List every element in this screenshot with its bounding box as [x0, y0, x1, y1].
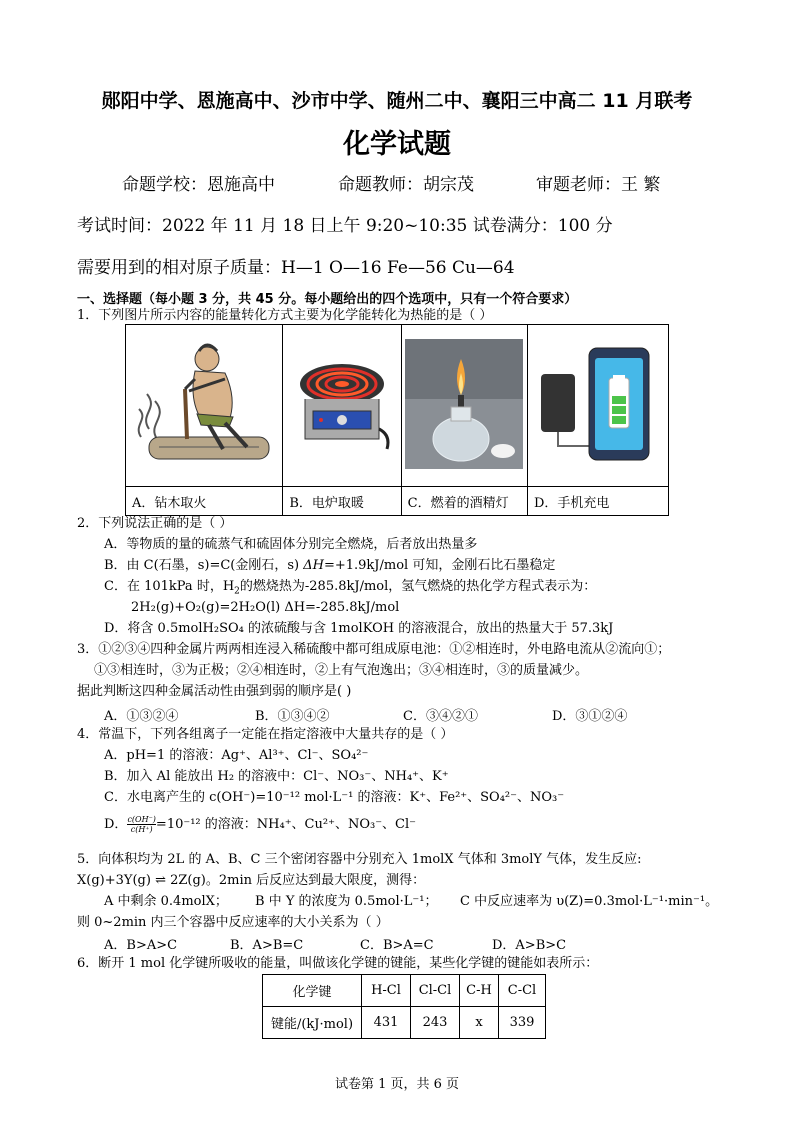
table-header-cell: H-Cl — [362, 975, 411, 1007]
q1-option-c: C．燃着的酒精灯 — [401, 487, 527, 516]
fraction: $\frac{c(OH^-)}{c(H^+)}$ — [127, 815, 156, 834]
q1-option-b: B．电炉取暖 — [283, 487, 401, 516]
q5-option-b: B．A>B=C — [230, 938, 304, 953]
q5-measure-c: C 中反应速率为 υ(Z)=0.3mol·L⁻¹·min⁻¹。 — [460, 894, 719, 909]
q4-option-b: B．加入 Al 能放出 H₂ 的溶液中：Cl⁻、NO₃⁻、NH₄⁺、K⁺ — [104, 769, 449, 784]
setter-school: 命题学校：恩施高中 — [122, 175, 275, 195]
exam-title: 郧阳中学、恩施高中、沙市中学、随州二中、襄阳三中高二 11 月联考 — [101, 90, 693, 112]
setter-teacher: 命题教师：胡宗茂 — [338, 175, 474, 195]
q1-image-c — [401, 325, 527, 487]
table-cell: 243 — [411, 1007, 460, 1039]
q5-measure-b: B 中 Y 的浓度为 0.5mol·L⁻¹； — [255, 894, 438, 909]
subject-title: 化学试题 — [343, 129, 451, 160]
q2-option-b: B．由 C(石墨，s)=C(金刚石，s) ΔH=+1.9kJ/mol 可知，金刚石比石墨稳定 — [104, 558, 556, 573]
q4-option-d: D． $\frac{c(OH^-)}{c(H^+)}$ =10⁻¹² 的溶液：NH₄⁺、Cu²⁺、NO₃⁻、Cl⁻ — [104, 815, 417, 834]
table-cell: x — [460, 1007, 499, 1039]
q1-image-b — [283, 325, 401, 487]
electric-stove-illustration — [287, 339, 397, 469]
table-cell: 339 — [499, 1007, 546, 1039]
q2-option-c-equation: 2H₂(g)+O₂(g)=2H₂O(l) ΔH=-285.8kJ/mol — [131, 600, 400, 615]
table-cell: 键能/(kJ·mol) — [263, 1007, 362, 1039]
phone-charging-illustration — [533, 334, 663, 474]
q5-option-d: D．A>B>C — [492, 938, 567, 953]
table-row — [263, 975, 546, 1007]
q5-line-1: 5．向体积均为 2L 的 A、B、C 三个密闭容器中分别充入 1molX 气体和 3molY 气体，发生反应: — [77, 852, 642, 867]
reviewer: 审题老师：王 繁 — [536, 175, 661, 195]
table-cell: 431 — [362, 1007, 411, 1039]
q5-line-2: X(g)+3Y(g) ⇌ 2Z(g)。2min 后反应达到最大限度，测得： — [77, 873, 426, 888]
table-header-cell: Cl-Cl — [411, 975, 460, 1007]
q3-line-2: ①③相连时，③为正极；②④相连时，②上有气泡逸出；③④相连时，③的质量减少。 — [94, 663, 589, 678]
exam-time: 考试时间：2022 年 11 月 18 日上午 9:20~10:35 试卷满分：100 分 — [77, 216, 613, 236]
q2-option-d: D．将含 0.5molH₂SO₄ 的浓硫酸与含 1molKOH 的溶液混合，放出的热量大于 57.3kJ — [104, 621, 614, 636]
section-heading: 一、选择题（每小题 3 分，共 45 分。每小题给出的四个选项中，只有一个符合要求） — [77, 292, 578, 307]
q3-line-1: 3．①②③④四种金属片两两相连浸入稀硫酸中都可组成原电池：①②相连时，外电路电流从②流向①； — [77, 642, 671, 657]
q3-line-3: 据此判断这四种金属活动性由强到弱的顺序是( ) — [77, 684, 352, 699]
q3-option-a: A．①③②④ — [104, 709, 179, 724]
q3-option-b: B．①③④② — [255, 709, 330, 724]
table-row — [263, 1007, 546, 1039]
q2-option-a: A．等物质的量的硫蒸气和硫固体分别完全燃烧，后者放出热量多 — [104, 537, 478, 552]
q1-option-a: A．钻木取火 — [126, 487, 283, 516]
table-header-cell: C-H — [460, 975, 499, 1007]
table-header-cell: C-Cl — [499, 975, 546, 1007]
q4-option-a: A．pH=1 的溶液：Ag⁺、Al³⁺、Cl⁻、SO₄²⁻ — [104, 748, 369, 763]
q6-stem: 6．断开 1 mol 化学键所吸收的能量，叫做该化学键的键能，某些化学键的键能如表所示： — [77, 956, 599, 971]
q4-stem: 4．常温下，下列各组离子一定能在指定溶液中大量共存的是（ ） — [77, 727, 454, 742]
q5-option-a: A．B>A>C — [104, 938, 178, 953]
alcohol-lamp-illustration — [405, 339, 523, 469]
q1-option-d: D．手机充电 — [527, 487, 668, 516]
table-header-cell: 化学键 — [263, 975, 362, 1007]
page-footer: 试卷第 1 页，共 6 页 — [334, 1077, 460, 1092]
atomic-masses: 需要用到的相对原子质量：H—1 O—16 Fe—56 Cu—64 — [77, 258, 515, 278]
bond-energy-table — [262, 974, 546, 1039]
q2-option-c: C．在 101kPa 时，$H_2$的燃烧热为-285.8kJ/mol，氢气燃烧的热化学方程式表示为： — [104, 579, 597, 597]
q3-option-d: D．③①②④ — [552, 709, 628, 724]
q1-image-a — [126, 325, 283, 487]
fire-drill-illustration — [129, 329, 279, 479]
q5-measure-a: A 中剩余 0.4molX； — [104, 894, 228, 909]
q2-stem: 2．下列说法正确的是（ ） — [77, 516, 233, 531]
q1-stem: 1．下列图片所示内容的能量转化方式主要为化学能转化为热能的是（ ） — [77, 308, 493, 323]
q3-option-c: C．③④②① — [403, 709, 478, 724]
q5-line-4: 则 0~2min 内三个容器中反应速率的大小关系为（ ） — [77, 915, 389, 930]
q1-image-table — [125, 324, 669, 516]
q5-option-c: C．B>A=C — [360, 938, 434, 953]
q1-image-d — [527, 325, 668, 487]
q4-option-c: C．水电离产生的 c(OH⁻)=10⁻¹² mol·L⁻¹ 的溶液：K⁺、Fe²⁺、SO₄²⁻、NO₃⁻ — [104, 790, 565, 805]
